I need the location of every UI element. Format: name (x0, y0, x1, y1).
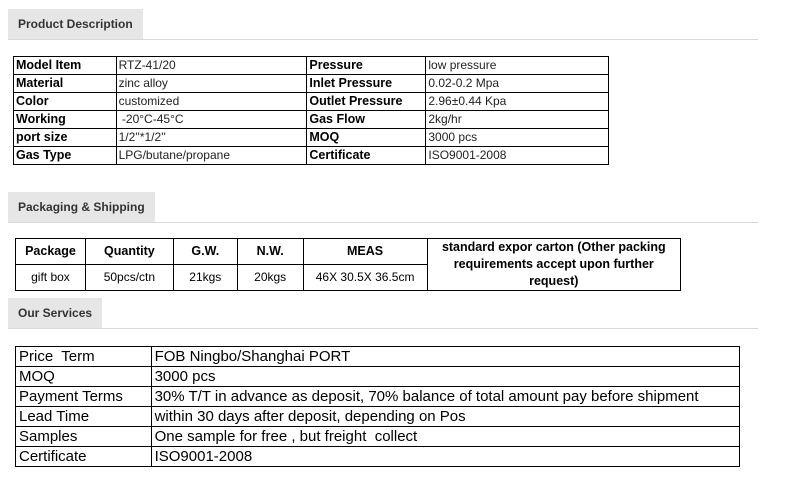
table-cell: 46X 30.5X 36.5cm (303, 265, 427, 291)
spec-value: 0.02-0.2 Mpa (426, 75, 609, 93)
service-value: 30% T/T in advance as deposit, 70% balance of total amount pay before shipment (151, 387, 739, 407)
table-row (14, 93, 609, 111)
spec-value: LPG/butane/propane (116, 147, 307, 165)
product-description-tab: Product Description (8, 9, 143, 39)
column-header: Quantity (85, 239, 173, 265)
spec-key: Gas Type (14, 147, 117, 165)
service-value: One sample for free , but freight collect (151, 427, 739, 447)
packaging-shipping-header (8, 192, 758, 223)
spec-key: Working (14, 111, 117, 129)
spec-key: Model Item (14, 57, 117, 75)
spec-key: Inlet Pressure (307, 75, 426, 93)
spec-value: customized (116, 93, 307, 111)
spec-value: low pressure (426, 57, 609, 75)
service-key: Samples (16, 427, 152, 447)
table-row (16, 427, 740, 447)
service-key: Price Term (16, 347, 152, 367)
service-key: MOQ (16, 367, 152, 387)
table-row (16, 407, 740, 427)
service-value: within 30 days after deposit, depending on Pos (151, 407, 739, 427)
service-value: FOB Ningbo/Shanghai PORT (151, 347, 739, 367)
spec-value: 2kg/hr (426, 111, 609, 129)
table-row (14, 129, 609, 147)
spec-value: RTZ-41/20 (116, 57, 307, 75)
table-cell: gift box (16, 265, 86, 291)
spec-key: Color (14, 93, 117, 111)
spec-value: -20°C-45°C (116, 111, 307, 129)
packaging-shipping-tab: Packaging & Shipping (8, 192, 155, 222)
table-cell: 20kgs (237, 265, 303, 291)
table-row (16, 447, 740, 467)
spec-key: port size (14, 129, 117, 147)
table-cell: 50pcs/ctn (85, 265, 173, 291)
spec-value: 1/2''*1/2'' (116, 129, 307, 147)
column-header: MEAS (303, 239, 427, 265)
spec-key: Certificate (307, 147, 426, 165)
spec-key: Outlet Pressure (307, 93, 426, 111)
services-table (15, 346, 740, 467)
table-row (16, 367, 740, 387)
spec-key: Pressure (307, 57, 426, 75)
table-row (14, 57, 609, 75)
product-spec-table (13, 56, 609, 165)
spec-key: Material (14, 75, 117, 93)
spec-value: zinc alloy (116, 75, 307, 93)
spec-value: ISO9001-2008 (426, 147, 609, 165)
spec-key: MOQ (307, 129, 426, 147)
our-services-header (8, 298, 758, 329)
table-row (14, 111, 609, 129)
table-row (16, 387, 740, 407)
service-value: 3000 pcs (151, 367, 739, 387)
service-key: Lead Time (16, 407, 152, 427)
table-row (14, 75, 609, 93)
our-services-tab: Our Services (8, 298, 102, 328)
spec-value: 2.96±0.44 Kpa (426, 93, 609, 111)
column-header: G.W. (173, 239, 237, 265)
packaging-table (15, 238, 681, 291)
column-header: Package (16, 239, 86, 265)
table-header-row (16, 239, 681, 265)
service-value: ISO9001-2008 (151, 447, 739, 467)
service-key: Payment Terms (16, 387, 152, 407)
column-header: N.W. (237, 239, 303, 265)
packaging-note: standard expor carton (Other packing requirements accept upon further request) (427, 239, 680, 291)
product-description-header (8, 9, 758, 40)
table-row (16, 347, 740, 367)
service-key: Certificate (16, 447, 152, 467)
table-cell: 21kgs (173, 265, 237, 291)
spec-key: Gas Flow (307, 111, 426, 129)
spec-value: 3000 pcs (426, 129, 609, 147)
table-row (14, 147, 609, 165)
